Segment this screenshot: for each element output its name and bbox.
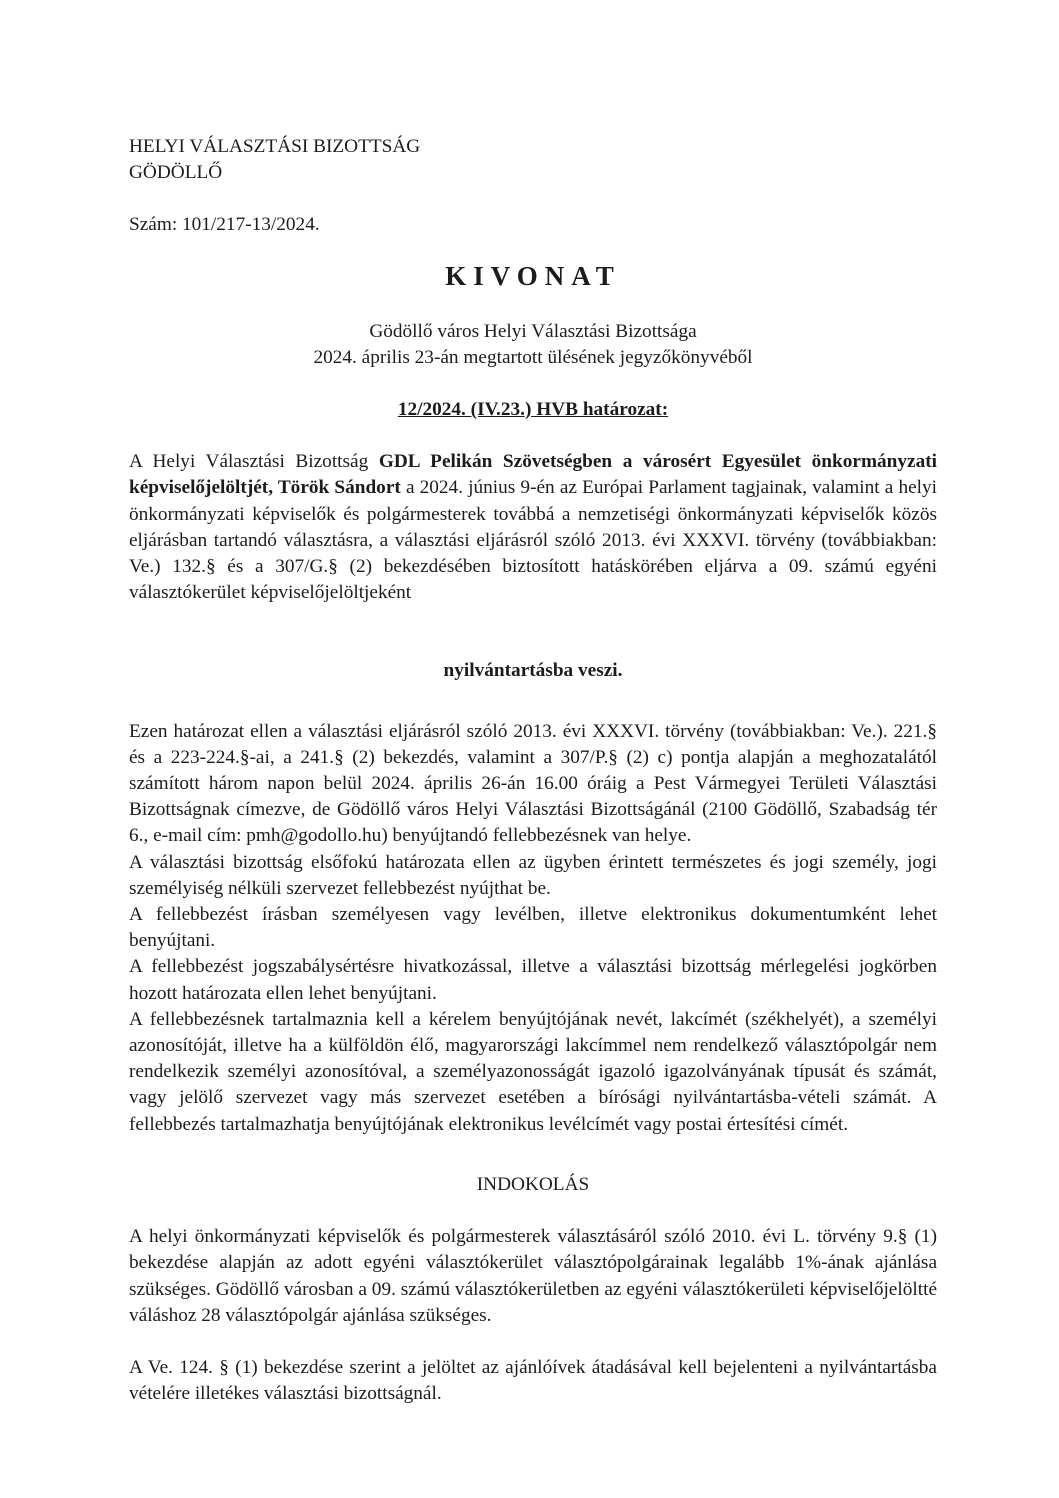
remedy-section (129, 719, 937, 1138)
issuer-name: HELYI VÁLASZTÁSI BIZOTTSÁG (129, 136, 421, 157)
reasoning-heading: INDOKOLÁS (476, 1173, 590, 1195)
remedy-paragraph: Ezen határozat ellen a választási eljárásról szóló 2013. évi XXXVI. törvény (továbbiakban: Ve.). 221.§ és a 223-224.§-ai, a 241.§ (2) bekezdés, valamint a 307/P.§ (2) c) pontja alapján a meghozatalától számított három napon belül 2024. április 26-án 16.00 óráig a Pest Vármegyei Területi Választási Bizottságnak címezve, de Gödöllő város Helyi Választási Bizottságánál (2100 Gödöllő, Szabadság tér 6., e-mail cím: pmh@godollo.hu) benyújtandó fellebbezésnek van helye. (129, 720, 937, 847)
reasoning-paragraph: A Ve. 124. § (1) bekezdése szerint a jelöltet az ajánlóívek átadásával kell bejelenteni a nyilvántartásba vételére illetékes választási bizottságnál. (129, 1356, 937, 1405)
decision-number: 12/2024. (IV.23.) HVB határozat: (397, 399, 669, 421)
document-title: KIVONAT (445, 260, 621, 291)
candidate-name: GDL Pelikán Szövetségben a városért Egyesület önkormányzati képviselőjelöltjét, Török Sándort (129, 451, 937, 499)
operative-clause: nyilvántartásba veszi. (443, 660, 623, 682)
subtitle-line1: Gödöllő város Helyi Választási Bizottsága (369, 320, 697, 342)
remedy-paragraph: A választási bizottság elsőfokú határozata ellen az ügyben érintett természetes és jogi személy, jogi személyiség nélküli szervezet fellebbezést nyújthat be. (129, 851, 937, 899)
issuer-city: GÖDÖLLŐ (129, 162, 223, 184)
decision-rest: a 2024. június 9-én az Európai Parlament tagjainak, valamint a helyi önkormányzati képviselők és polgármesterek továbbá a nemzetiségi önkormányzati képviselők közös eljárásban tartandó választásra, a választási eljárásról szóló 2013. évi XXXVI. törvény (továbbiakban: Ve.) 132.§ és a 307/G.§ (2) bekezdésében biztosított hatáskörében eljárva a 09. számú egyéni választókerület képviselőjelöltjeként (129, 477, 937, 604)
reference-number: Szám: 101/217-13/2024. (129, 214, 320, 236)
remedy-paragraph: A fellebbezésnek tartalmaznia kell a kérelem benyújtójának nevét, lakcímét (székhelyét), a személyi azonosítóját, illetve ha a külföldön élő, magyarországi lakcímmel nem rendelkező választópolgár nem rendelkezik személyi azonosítóval, a személyazonosságát igazoló igazolványának típusát és számát, vagy jelölő szervezet vagy más szervezet esetében a bírósági nyilvántartásba-vételi számát. A fellebbezés tartalmazhatja benyújtójának elektronikus levélcímét vagy postai értesítési címét. (129, 1008, 937, 1135)
decision-intro: A Helyi Választási Bizottság (129, 451, 379, 473)
document-body (129, 134, 937, 1407)
decision-paragraph (129, 449, 937, 606)
remedy-paragraph: A fellebbezést írásban személyesen vagy levélben, illetve elektronikus dokumentumként lehet benyújtani. (129, 904, 937, 952)
reasoning-paragraph: A helyi önkormányzati képviselők és polgármesterek választásáról szóló 2010. évi L. törvény 9.§ (1) bekezdése alapján az adott egyéni választókerület választópolgárainak legalább 1%-ának ajánlása szükséges. Gödöllő városban a 09. számú választókerületben az egyéni választókerületi képviselőjelöltté váláshoz 28 választópolgár ajánlása szükséges. (129, 1226, 937, 1326)
subtitle-line2: 2024. április 23-án megtartott ülésének jegyzőkönyvéből (313, 346, 753, 368)
remedy-paragraph: A fellebbezést jogszabálysértésre hivatkozással, illetve a választási bizottság mérlegelési jogkörben hozott határozata ellen lehet benyújtani. (129, 956, 937, 1004)
